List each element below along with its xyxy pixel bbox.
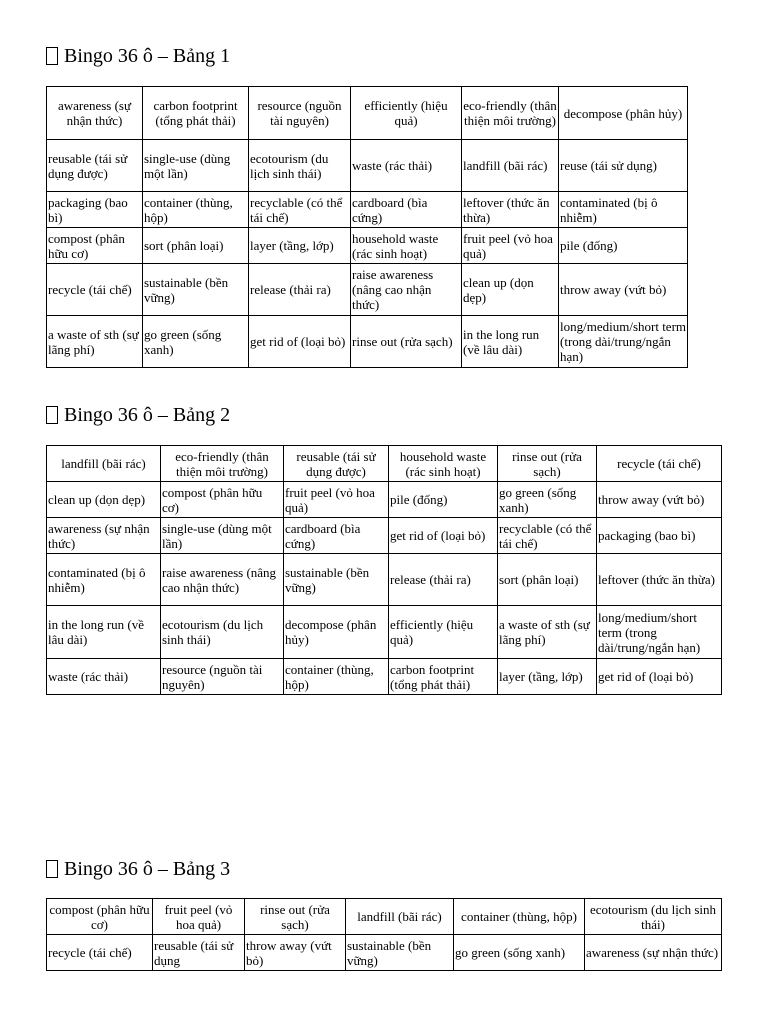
bingo-cell: sustainable (bền vững) xyxy=(346,935,454,971)
board-3-header-cell: fruit peel (vỏ hoa quả) xyxy=(153,899,245,935)
bingo-cell: leftover (thức ăn thừa) xyxy=(597,554,722,606)
board-1-header-cell: awareness (sự nhận thức) xyxy=(47,87,143,140)
bingo-cell: sustainable (bền vững) xyxy=(143,264,249,316)
bingo-cell: in the long run (về lâu dài) xyxy=(462,316,559,368)
bingo-cell: container (thùng, hộp) xyxy=(284,659,389,695)
bingo-cell: rinse out (rửa sạch) xyxy=(351,316,462,368)
board-2-header-cell: recycle (tái chế) xyxy=(597,446,722,482)
bingo-cell: a waste of sth (sự lãng phí) xyxy=(498,606,597,659)
bingo-cell: reuse (tái sử dụng) xyxy=(559,140,688,192)
bingo-cell: carbon footprint (tổng phát thải) xyxy=(389,659,498,695)
table-row xyxy=(47,482,722,518)
board-2-header-cell: rinse out (rửa sạch) xyxy=(498,446,597,482)
board-1-header-cell: carbon footprint (tổng phát thải) xyxy=(143,87,249,140)
bingo-cell: waste (rác thải) xyxy=(47,659,161,695)
bingo-cell: ecotourism (du lịch sinh thái) xyxy=(161,606,284,659)
bingo-cell: get rid of (loại bỏ) xyxy=(249,316,351,368)
bingo-cell: get rid of (loại bỏ) xyxy=(389,518,498,554)
bingo-cell: decompose (phân hủy) xyxy=(284,606,389,659)
square-bullet-icon xyxy=(46,860,58,878)
board-2-table xyxy=(46,445,722,695)
bingo-cell: single-use (dùng một lần) xyxy=(161,518,284,554)
board-1-header-cell: eco-friendly (thân thiện môi trường) xyxy=(462,87,559,140)
bingo-cell: release (thải ra) xyxy=(389,554,498,606)
bingo-cell: pile (đống) xyxy=(559,228,688,264)
table-row xyxy=(47,140,688,192)
board-1-header-cell: resource (nguồn tài nguyên) xyxy=(249,87,351,140)
bingo-cell: compost (phân hữu cơ) xyxy=(47,228,143,264)
board-2-header-cell: reusable (tái sử dụng được) xyxy=(284,446,389,482)
bingo-cell: awareness (sự nhận thức) xyxy=(585,935,722,971)
table-row xyxy=(47,264,688,316)
board-1-title xyxy=(46,44,230,68)
bingo-cell: go green (sống xanh) xyxy=(143,316,249,368)
board-3-header-cell: rinse out (rửa sạch) xyxy=(245,899,346,935)
bingo-cell: fruit peel (vỏ hoa quả) xyxy=(284,482,389,518)
bingo-cell: efficiently (hiệu quả) xyxy=(389,606,498,659)
bingo-cell: pile (đống) xyxy=(389,482,498,518)
bingo-cell: clean up (dọn dẹp) xyxy=(47,482,161,518)
board-3-header-cell: landfill (bãi rác) xyxy=(346,899,454,935)
bingo-cell: recycle (tái chế) xyxy=(47,935,153,971)
bingo-cell: recyclable (có thể tái chế) xyxy=(498,518,597,554)
bingo-cell: throw away (vứt bỏ) xyxy=(559,264,688,316)
bingo-cell: recyclable (có thể tái chế) xyxy=(249,192,351,228)
board-3-table xyxy=(46,898,722,971)
bingo-cell: awareness (sự nhận thức) xyxy=(47,518,161,554)
board-3-header-cell: compost (phân hữu cơ) xyxy=(47,899,153,935)
bingo-cell: go green (sống xanh) xyxy=(454,935,585,971)
bingo-cell: contaminated (bị ô nhiễm) xyxy=(559,192,688,228)
bingo-cell: leftover (thức ăn thừa) xyxy=(462,192,559,228)
board-3-header-row xyxy=(47,899,722,935)
bingo-cell: sort (phân loại) xyxy=(143,228,249,264)
bingo-cell: sort (phân loại) xyxy=(498,554,597,606)
bingo-cell: raise awareness (nâng cao nhận thức) xyxy=(161,554,284,606)
bingo-cell: clean up (dọn dẹp) xyxy=(462,264,559,316)
board-1-header-cell: efficiently (hiệu quả) xyxy=(351,87,462,140)
board-2-title xyxy=(46,403,230,427)
board-2-title-text: Bingo 36 ô – Bảng 2 xyxy=(64,404,231,426)
bingo-cell: reusable (tái sử dụng được) xyxy=(47,140,143,192)
table-row xyxy=(47,228,688,264)
square-bullet-icon xyxy=(46,406,58,424)
table-row xyxy=(47,606,722,659)
bingo-cell: get rid of (loại bỏ) xyxy=(597,659,722,695)
bingo-cell: packaging (bao bì) xyxy=(597,518,722,554)
bingo-cell: single-use (dùng một lần) xyxy=(143,140,249,192)
table-row xyxy=(47,659,722,695)
bingo-cell: sustainable (bền vững) xyxy=(284,554,389,606)
board-3-header-cell: container (thùng, hộp) xyxy=(454,899,585,935)
bingo-cell: household waste (rác sinh hoạt) xyxy=(351,228,462,264)
bingo-cell: go green (sống xanh) xyxy=(498,482,597,518)
bingo-cell: ecotourism (du lịch sinh thái) xyxy=(249,140,351,192)
bingo-cell: packaging (bao bì) xyxy=(47,192,143,228)
board-1-table xyxy=(46,86,688,368)
bingo-cell: cardboard (bìa cứng) xyxy=(284,518,389,554)
bingo-cell: resource (nguồn tài nguyên) xyxy=(161,659,284,695)
bingo-cell: long/medium/short term (trong dài/trung/ngắn hạn) xyxy=(597,606,722,659)
bingo-cell: layer (tầng, lớp) xyxy=(249,228,351,264)
board-2-header-cell: eco-friendly (thân thiện môi trường) xyxy=(161,446,284,482)
board-3-header-cell: ecotourism (du lịch sinh thái) xyxy=(585,899,722,935)
bingo-cell: layer (tầng, lớp) xyxy=(498,659,597,695)
bingo-cell: landfill (bãi rác) xyxy=(462,140,559,192)
board-2-header-cell: landfill (bãi rác) xyxy=(47,446,161,482)
board-1-title-text: Bingo 36 ô – Bảng 1 xyxy=(64,45,231,67)
bingo-cell: compost (phân hữu cơ) xyxy=(161,482,284,518)
table-row xyxy=(47,518,722,554)
bingo-cell: recycle (tái chế) xyxy=(47,264,143,316)
bingo-cell: waste (rác thải) xyxy=(351,140,462,192)
bingo-cell: release (thải ra) xyxy=(249,264,351,316)
bingo-cell: throw away (vứt bỏ) xyxy=(245,935,346,971)
board-2-header-cell: household waste (rác sinh hoạt) xyxy=(389,446,498,482)
bingo-cell: throw away (vứt bỏ) xyxy=(597,482,722,518)
bingo-cell: cardboard (bìa cứng) xyxy=(351,192,462,228)
bingo-cell: reusable (tái sử dụng xyxy=(153,935,245,971)
bingo-cell: raise awareness (nâng cao nhận thức) xyxy=(351,264,462,316)
board-3-title-text: Bingo 36 ô – Bảng 3 xyxy=(64,858,231,880)
board-1-header-cell: decompose (phân hủy) xyxy=(559,87,688,140)
bingo-cell: a waste of sth (sự lãng phí) xyxy=(47,316,143,368)
board-2-header-row xyxy=(47,446,722,482)
table-row xyxy=(47,935,722,971)
table-row xyxy=(47,316,688,368)
bingo-cell: container (thùng, hộp) xyxy=(143,192,249,228)
bingo-cell: in the long run (về lâu dài) xyxy=(47,606,161,659)
square-bullet-icon xyxy=(46,47,58,65)
table-row xyxy=(47,554,722,606)
bingo-cell: long/medium/short term (trong dài/trung/ngắn hạn) xyxy=(559,316,688,368)
bingo-cell: contaminated (bị ô nhiễm) xyxy=(47,554,161,606)
board-1-header-row xyxy=(47,87,688,140)
board-3-title xyxy=(46,857,230,881)
table-row xyxy=(47,192,688,228)
bingo-cell: fruit peel (vỏ hoa quả) xyxy=(462,228,559,264)
